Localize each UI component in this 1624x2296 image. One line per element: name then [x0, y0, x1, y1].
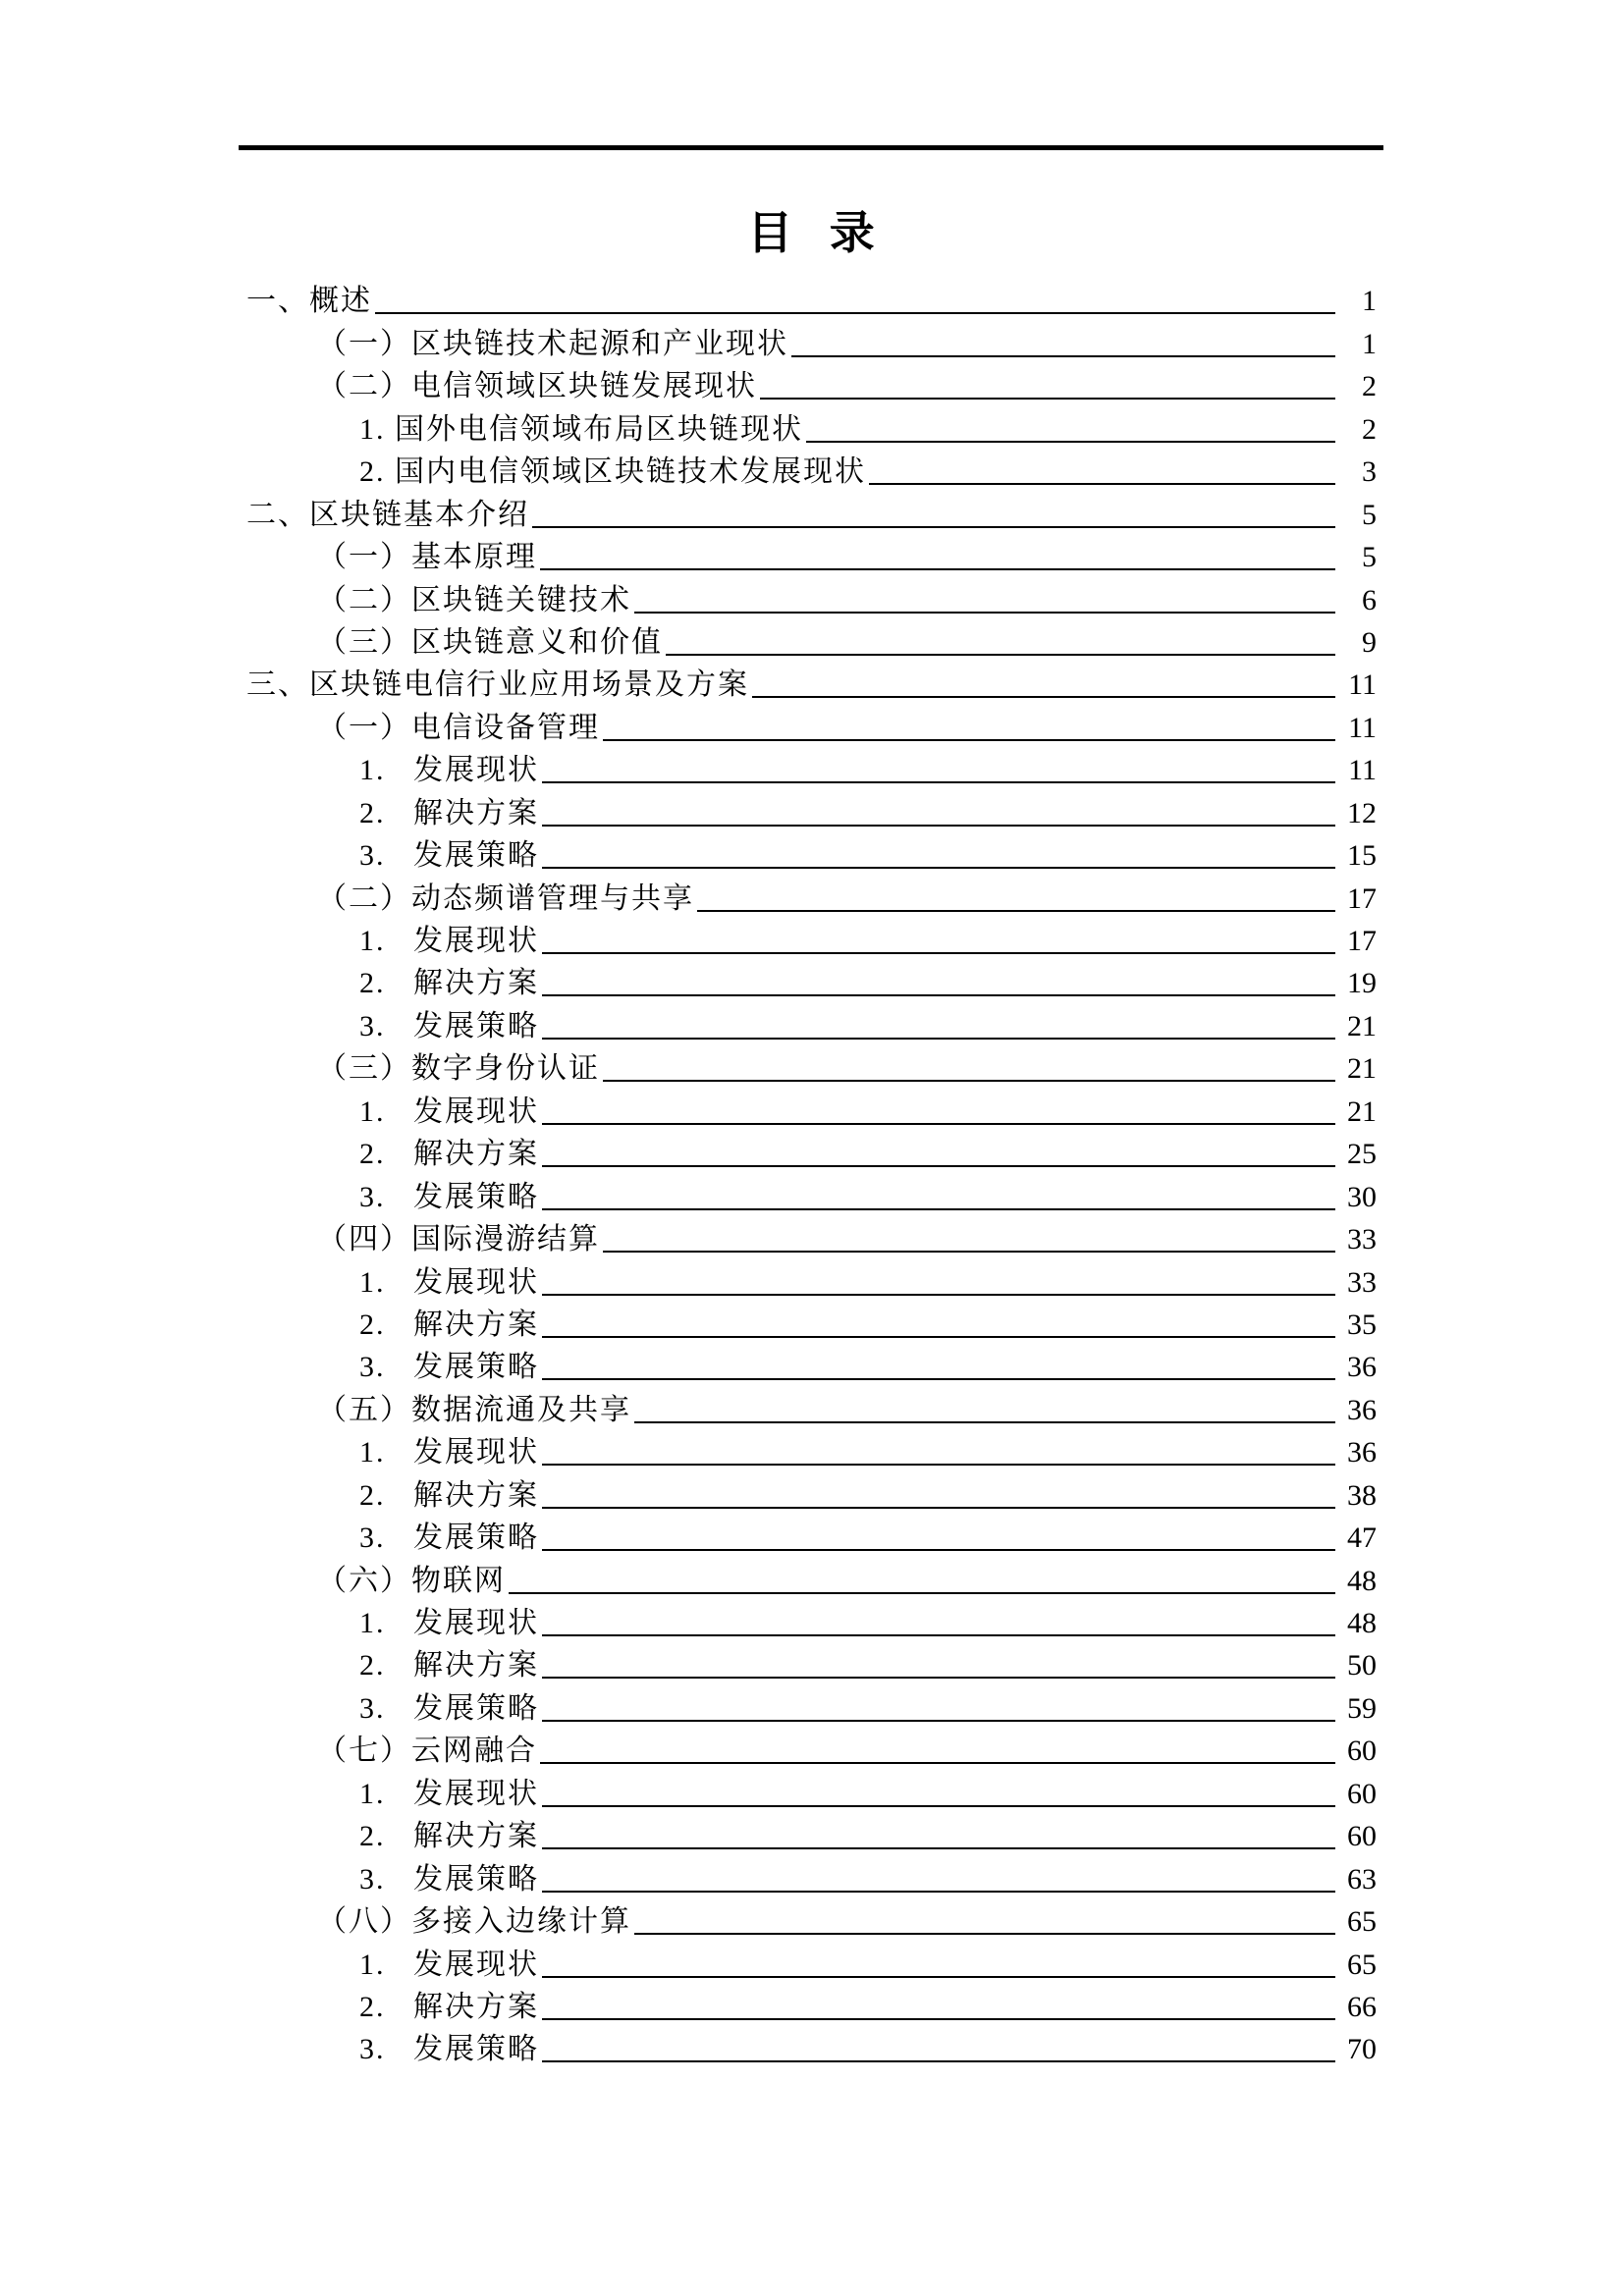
toc-entry[interactable] — [239, 1127, 1377, 1169]
toc-page-number: 47 — [1347, 1522, 1377, 1555]
toc-page-number: 11 — [1348, 754, 1377, 787]
toc-entry-label: 3. 发展策略 — [359, 839, 539, 873]
toc-page-number: 2 — [1362, 412, 1377, 446]
toc-entry[interactable] — [239, 1255, 1377, 1297]
toc-entry-label: （四）国际漫游结算 — [317, 1223, 600, 1256]
toc-page-number: 6 — [1362, 583, 1377, 616]
toc-page-number: 38 — [1347, 1478, 1377, 1512]
toc-entry-label: （一）电信设备管理 — [317, 711, 600, 744]
toc-entry[interactable] — [239, 359, 1377, 401]
leader-line — [542, 781, 1335, 783]
toc-entry-label: 三、区块链电信行业应用场景及方案 — [246, 668, 749, 702]
toc-entry-label: 二、区块链基本介绍 — [246, 498, 529, 531]
toc-entry[interactable] — [239, 914, 1377, 956]
leader-line — [540, 568, 1335, 570]
leader-line — [542, 1208, 1335, 1210]
toc-page-number: 17 — [1347, 881, 1377, 915]
leader-line — [752, 696, 1335, 698]
leader-line — [542, 994, 1335, 996]
toc-page-number: 70 — [1347, 2033, 1377, 2066]
toc-entry-label: 1. 发展现状 — [359, 925, 539, 957]
toc-page-number: 3 — [1362, 455, 1377, 489]
toc-page-number: 60 — [1347, 1820, 1377, 1853]
toc-page-number: 11 — [1348, 668, 1377, 702]
toc-entry-label: （二）电信领域区块链发展现状 — [317, 370, 757, 403]
toc-entry[interactable] — [239, 1596, 1377, 1638]
toc-entry-label: （二）动态频谱管理与共享 — [317, 881, 694, 915]
toc-entry[interactable] — [239, 530, 1377, 572]
toc-entry[interactable] — [239, 487, 1377, 529]
toc-entry[interactable] — [239, 1298, 1377, 1340]
toc-entry-label: 2. 解决方案 — [359, 1138, 539, 1171]
toc-entry[interactable] — [239, 1511, 1377, 1553]
toc-entry-label: 2. 解决方案 — [359, 796, 539, 829]
leader-line — [542, 867, 1335, 869]
leader-line — [542, 1634, 1335, 1636]
leader-line — [542, 1549, 1335, 1551]
leader-line — [542, 952, 1335, 954]
leader-line — [542, 1165, 1335, 1167]
toc-entry[interactable] — [239, 274, 1377, 316]
toc-page-number: 65 — [1347, 1905, 1377, 1939]
toc-entry[interactable] — [239, 1041, 1377, 1084]
leader-line — [634, 1933, 1335, 1935]
toc-page-number: 21 — [1347, 1052, 1377, 1086]
toc-entry[interactable] — [239, 1681, 1377, 1723]
toc-entry-label: 2. 解决方案 — [359, 1478, 539, 1512]
leader-line — [791, 355, 1335, 357]
leader-line — [542, 1464, 1335, 1466]
toc-page-number: 60 — [1347, 1777, 1377, 1810]
leader-line — [542, 1378, 1335, 1380]
toc-entry[interactable] — [239, 658, 1377, 700]
toc-entry[interactable] — [239, 1340, 1377, 1382]
toc-entry[interactable] — [239, 1382, 1377, 1424]
toc-entry-label: 3. 发展策略 — [359, 1862, 539, 1896]
toc-entry-label: 3. 发展策略 — [359, 1522, 539, 1555]
toc-entry-label: （一）区块链技术起源和产业现状 — [317, 327, 788, 360]
toc-page-number: 63 — [1347, 1862, 1377, 1896]
toc-entry[interactable] — [239, 445, 1377, 487]
toc-entry-label: 1. 发展现状 — [359, 754, 539, 787]
leader-line — [540, 1762, 1335, 1764]
header-rule — [239, 145, 1383, 150]
toc-page-number: 2 — [1362, 370, 1377, 403]
toc-page-number: 35 — [1347, 1308, 1377, 1341]
toc-entry[interactable] — [239, 1851, 1377, 1894]
toc-page-number: 36 — [1347, 1393, 1377, 1426]
toc-entry-label: 1. 发展现状 — [359, 1607, 539, 1639]
toc-entry-label: （七）云网融合 — [317, 1735, 537, 1768]
toc-entry-label: （八）多接入边缘计算 — [317, 1905, 631, 1939]
toc-entry[interactable] — [239, 1766, 1377, 1808]
toc-page-number: 21 — [1347, 1095, 1377, 1128]
toc-entry-label: 1. 发展现状 — [359, 1948, 539, 1981]
toc-entry-label: 3. 发展策略 — [359, 1009, 539, 1042]
leader-line — [532, 526, 1335, 528]
toc-page-number: 11 — [1348, 711, 1377, 744]
leader-line — [603, 1251, 1335, 1253]
leader-line — [542, 1720, 1335, 1722]
toc-entry[interactable] — [239, 1425, 1377, 1468]
leader-line — [542, 2018, 1335, 2020]
toc-entry[interactable] — [239, 1084, 1377, 1126]
leader-line — [542, 1507, 1335, 1509]
toc-page-number: 1 — [1362, 327, 1377, 360]
toc-page-number: 48 — [1347, 1607, 1377, 1639]
toc-entry[interactable] — [239, 1468, 1377, 1510]
toc-page-number: 19 — [1347, 967, 1377, 1000]
toc-entry[interactable] — [239, 956, 1377, 998]
toc-entry[interactable] — [239, 1169, 1377, 1211]
leader-line — [542, 1847, 1335, 1849]
toc-entry[interactable] — [239, 828, 1377, 871]
toc-entry-label: （一）基本原理 — [317, 541, 537, 574]
leader-line — [634, 612, 1335, 614]
toc-entry-label: 1. 发展现状 — [359, 1777, 539, 1810]
toc-entry-label: （三）数字身份认证 — [317, 1052, 600, 1086]
leader-line — [806, 441, 1335, 443]
leader-line — [542, 1038, 1335, 1040]
leader-line — [509, 1592, 1335, 1594]
leader-line — [666, 654, 1335, 656]
leader-line — [542, 1336, 1335, 1338]
toc-entry[interactable] — [239, 572, 1377, 614]
toc-entry[interactable] — [239, 785, 1377, 828]
leader-line — [542, 1123, 1335, 1125]
toc-entry-label: 一、概述 — [246, 285, 372, 318]
toc-entry[interactable] — [239, 871, 1377, 913]
toc-page-number: 5 — [1362, 498, 1377, 531]
leader-line — [603, 739, 1335, 741]
toc-page-number: 48 — [1347, 1564, 1377, 1597]
leader-line — [542, 2060, 1335, 2062]
toc-entry-label: 3. 发展策略 — [359, 1691, 539, 1725]
toc-entry[interactable] — [239, 1212, 1377, 1255]
toc-page-number: 59 — [1347, 1691, 1377, 1725]
leader-line — [375, 312, 1335, 314]
toc-entry[interactable] — [239, 615, 1377, 658]
toc-page-number: 9 — [1362, 625, 1377, 659]
toc-page-number: 33 — [1347, 1223, 1377, 1256]
leader-line — [542, 825, 1335, 827]
toc-entry-label: 2. 解决方案 — [359, 1820, 539, 1853]
toc-page-number: 5 — [1362, 541, 1377, 574]
leader-line — [634, 1421, 1335, 1423]
leader-line — [542, 1891, 1335, 1893]
toc-entry-label: 2. 解决方案 — [359, 1308, 539, 1341]
toc-page-number: 30 — [1347, 1180, 1377, 1213]
toc-entry[interactable] — [239, 316, 1377, 358]
toc-entry-label: 1. 发展现状 — [359, 1436, 539, 1469]
toc-entry-label: 1. 国外电信领域布局区块链现状 — [359, 412, 803, 446]
toc-entry-label: 1. 发展现状 — [359, 1265, 539, 1299]
toc-page-number: 36 — [1347, 1436, 1377, 1469]
toc-entry-label: （六）物联网 — [317, 1564, 506, 1597]
leader-line — [603, 1080, 1335, 1082]
toc-entry[interactable] — [239, 1553, 1377, 1595]
toc-entry-label: （五）数据流通及共享 — [317, 1393, 631, 1426]
toc-entry[interactable] — [239, 743, 1377, 785]
leader-line — [760, 398, 1335, 400]
toc-entry[interactable] — [239, 2022, 1377, 2064]
toc-page-number: 36 — [1347, 1351, 1377, 1384]
toc-entry[interactable] — [239, 1980, 1377, 2022]
page-title: 目 录 — [747, 208, 877, 258]
leader-line — [697, 910, 1335, 912]
leader-line — [542, 1805, 1335, 1807]
toc-page-number: 1 — [1362, 285, 1377, 318]
toc-entry[interactable] — [239, 700, 1377, 742]
toc-entry-label: 3. 发展策略 — [359, 1180, 539, 1213]
toc-entry-label: 2. 国内电信领域区块链技术发展现状 — [359, 455, 866, 489]
toc-page-number: 60 — [1347, 1735, 1377, 1768]
toc-page-number: 21 — [1347, 1009, 1377, 1042]
leader-line — [542, 1976, 1335, 1978]
toc-entry[interactable] — [239, 1937, 1377, 1979]
toc-entry[interactable] — [239, 1895, 1377, 1937]
toc-entry[interactable] — [239, 1809, 1377, 1851]
toc-entry-label: （二）区块链关键技术 — [317, 583, 631, 616]
toc-entry-label: （三）区块链意义和价值 — [317, 625, 663, 659]
toc-page-number: 33 — [1347, 1265, 1377, 1299]
toc-entry[interactable] — [239, 401, 1377, 444]
leader-line — [869, 483, 1335, 485]
toc-entry[interactable] — [239, 1724, 1377, 1766]
toc-entry[interactable] — [239, 1638, 1377, 1681]
toc-entry-label: 3. 发展策略 — [359, 2033, 539, 2066]
toc-page-number: 65 — [1347, 1948, 1377, 1981]
toc-page-number: 15 — [1347, 839, 1377, 873]
toc-page-number: 25 — [1347, 1138, 1377, 1171]
table-of-contents — [239, 274, 1377, 2064]
toc-page-number: 17 — [1347, 925, 1377, 957]
toc-entry[interactable] — [239, 998, 1377, 1041]
toc-entry-label: 3. 发展策略 — [359, 1351, 539, 1384]
toc-entry-label: 2. 解决方案 — [359, 967, 539, 1000]
toc-entry-label: 1. 发展现状 — [359, 1095, 539, 1128]
toc-page-number: 50 — [1347, 1649, 1377, 1682]
toc-page-number: 12 — [1347, 796, 1377, 829]
toc-page-number: 66 — [1347, 1990, 1377, 2023]
leader-line — [542, 1677, 1335, 1679]
toc-entry-label: 2. 解决方案 — [359, 1990, 539, 2023]
toc-entry-label: 2. 解决方案 — [359, 1649, 539, 1682]
leader-line — [542, 1294, 1335, 1296]
